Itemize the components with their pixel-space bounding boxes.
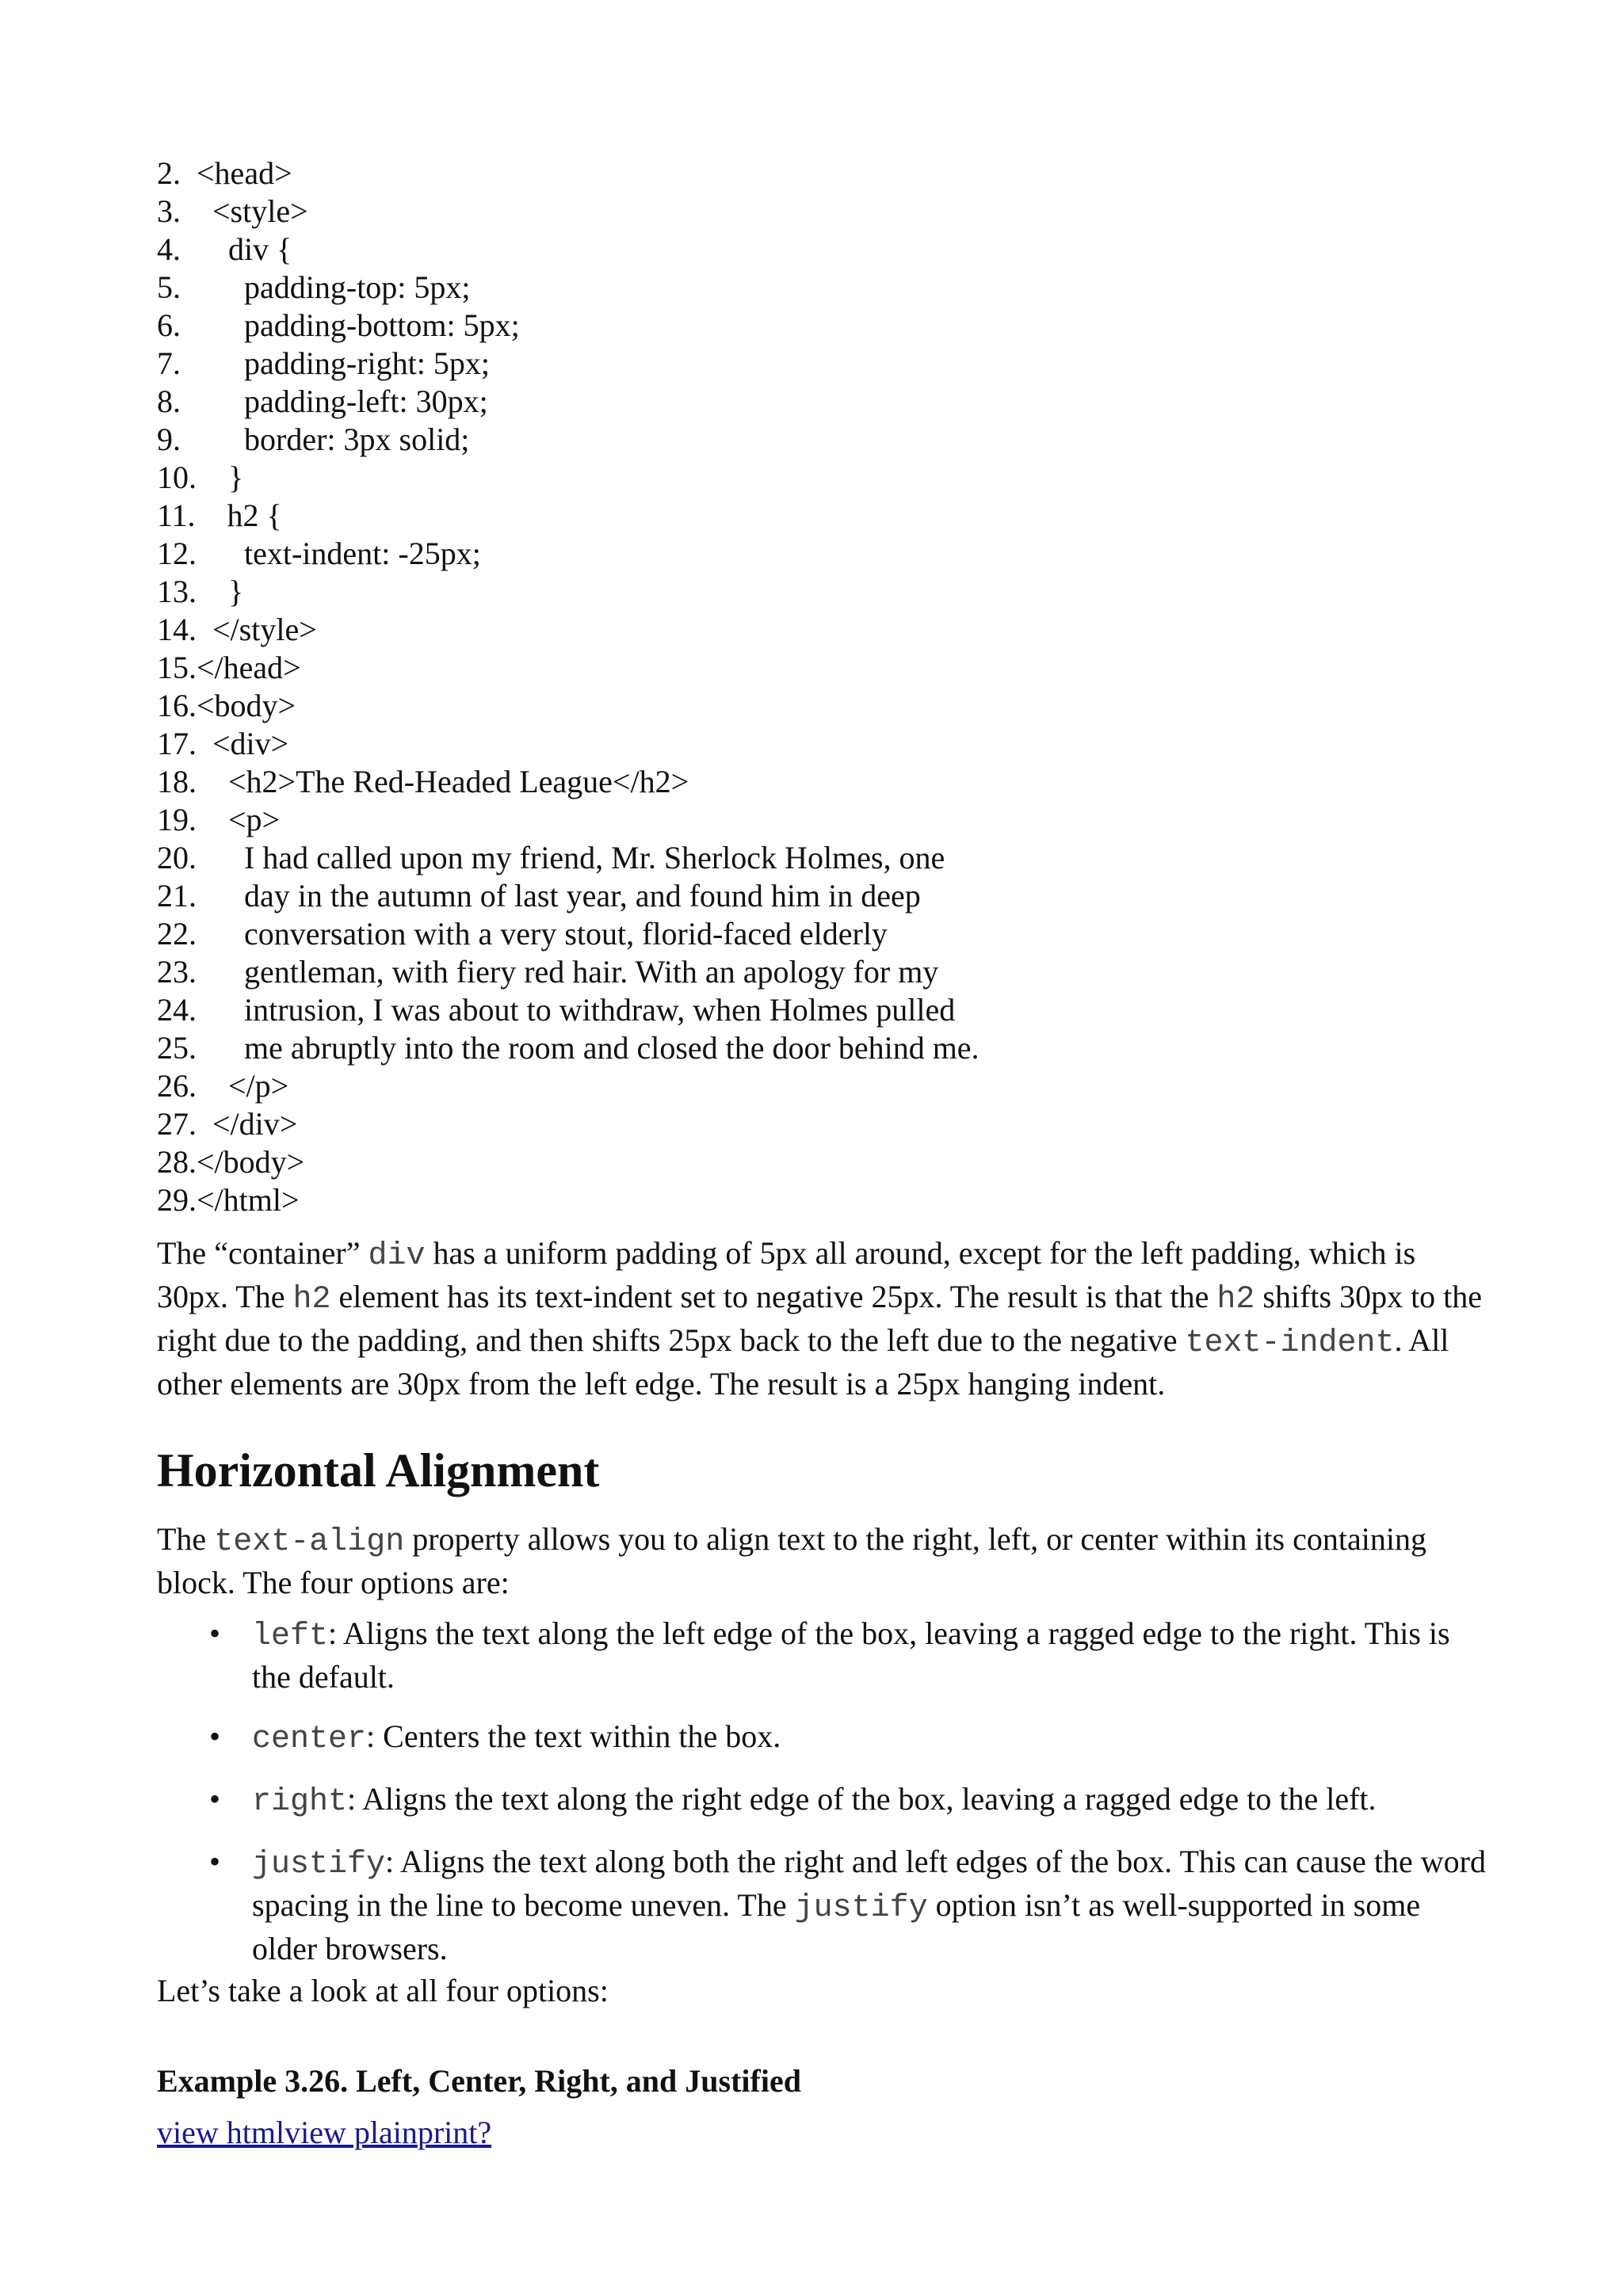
view-html-link[interactable]: view html bbox=[157, 2115, 285, 2150]
print-link[interactable]: print bbox=[417, 2115, 478, 2150]
code-line: 5. padding-top: 5px; bbox=[157, 269, 471, 305]
code-line: 4. div { bbox=[157, 231, 292, 267]
inline-code: div bbox=[368, 1238, 426, 1274]
explanation-text: The “container” bbox=[157, 1235, 369, 1271]
closing-sentence: Let’s take a look at all four options: bbox=[157, 1973, 609, 2008]
inline-code: text-align bbox=[214, 1524, 405, 1560]
code-line: 6. padding-bottom: 5px; bbox=[157, 307, 520, 343]
explanation-text: . All other elements are 30px from the left edge. The result is a 25px hanging indent. bbox=[157, 1322, 1449, 1402]
list-item-text: option isn’t as well-supported in some older browsers. bbox=[252, 1887, 1421, 1966]
code-line: 16.<body> bbox=[157, 688, 296, 723]
code-line: 2. <head> bbox=[157, 155, 292, 191]
code-line: 28.</body> bbox=[157, 1144, 305, 1180]
code-line: 22. conversation with a very stout, florid-faced elderly bbox=[157, 916, 888, 952]
intro-text: property allows you to align text to the right, left, or center within its containing block. The four options are: bbox=[157, 1521, 1426, 1600]
list-item bbox=[209, 1716, 1488, 1760]
inline-code: text-indent bbox=[1185, 1325, 1395, 1361]
code-line: 19. <p> bbox=[157, 802, 281, 837]
list-item bbox=[209, 1613, 1488, 1697]
code-line: 14. </style> bbox=[157, 612, 317, 647]
list-item-text: : Aligns the text along the left edge of the box, leaving a ragged edge to the right. This is the default. bbox=[252, 1615, 1450, 1695]
intro-text: The bbox=[157, 1521, 215, 1557]
inline-code: left bbox=[252, 1619, 329, 1654]
code-line: 26. </p> bbox=[157, 1068, 289, 1104]
example-links bbox=[157, 2112, 491, 2153]
options-list bbox=[209, 1613, 1488, 1988]
explanation-text: has a uniform padding of 5px all around, except for the left padding, which is 30px. The bbox=[157, 1235, 1416, 1314]
list-item bbox=[209, 1779, 1488, 1822]
list-item-text: : Centers the text within the box. bbox=[366, 1718, 781, 1754]
help-link[interactable]: ? bbox=[477, 2115, 492, 2150]
code-listing bbox=[157, 154, 980, 1219]
code-line: 18. <h2>The Red-Headed League</h2> bbox=[157, 764, 689, 799]
list-item-text: : Aligns the text along the right edge of the box, leaving a ragged edge to the left. bbox=[347, 1781, 1377, 1817]
section-intro bbox=[157, 1519, 1488, 1603]
explanation-text: shifts 30px to the right due to the padding, and then shifts 25px back to the left due to the negative bbox=[157, 1279, 1483, 1358]
code-line: 21. day in the autumn of last year, and found him in deep bbox=[157, 878, 921, 913]
section-heading: Horizontal Alignment bbox=[157, 1444, 600, 1497]
code-line: 7. padding-right: 5px; bbox=[157, 345, 490, 381]
inline-code: justify bbox=[252, 1847, 386, 1882]
code-line: 8. padding-left: 30px; bbox=[157, 383, 488, 419]
bullet-icon: • bbox=[209, 1844, 221, 1879]
explanation-text: element has its text-indent set to negative 25px. The result is that the bbox=[330, 1279, 1217, 1314]
code-line: 9. border: 3px solid; bbox=[157, 421, 470, 457]
view-plain-link[interactable]: view plain bbox=[285, 2115, 418, 2150]
bullet-icon: • bbox=[209, 1615, 221, 1651]
code-line: 27. </div> bbox=[157, 1106, 298, 1142]
list-item-text: : Aligns the text along both the right and left edges of the box. This can cause the word spacing in the line to become uneven. The bbox=[252, 1844, 1486, 1923]
code-line: 12. text-indent: -25px; bbox=[157, 536, 481, 571]
code-line: 25. me abruptly into the room and closed the door behind me. bbox=[157, 1030, 980, 1066]
inline-code: justify bbox=[794, 1890, 928, 1926]
code-line: 15.</head> bbox=[157, 650, 301, 685]
inline-code: h2 bbox=[1216, 1282, 1255, 1318]
code-line: 3. <style> bbox=[157, 193, 308, 229]
inline-code: h2 bbox=[292, 1282, 331, 1318]
code-line: 29.</html> bbox=[157, 1182, 300, 1218]
bullet-icon: • bbox=[209, 1718, 221, 1754]
code-line: 11. h2 { bbox=[157, 498, 282, 533]
list-item bbox=[209, 1841, 1488, 1969]
explanation-paragraph bbox=[157, 1233, 1488, 1404]
code-line: 10. } bbox=[157, 460, 244, 495]
code-line: 13. } bbox=[157, 574, 244, 609]
code-line: 23. gentleman, with fiery red hair. With an apology for my bbox=[157, 954, 939, 990]
inline-code: right bbox=[252, 1784, 348, 1820]
code-line: 17. <div> bbox=[157, 726, 289, 761]
inline-code: center bbox=[252, 1722, 367, 1757]
example-title: Example 3.26. Left, Center, Right, and Justified bbox=[157, 2063, 801, 2099]
bullet-icon: • bbox=[209, 1781, 221, 1817]
code-line: 24. intrusion, I was about to withdraw, when Holmes pulled bbox=[157, 992, 956, 1028]
code-line: 20. I had called upon my friend, Mr. Sherlock Holmes, one bbox=[157, 840, 945, 875]
